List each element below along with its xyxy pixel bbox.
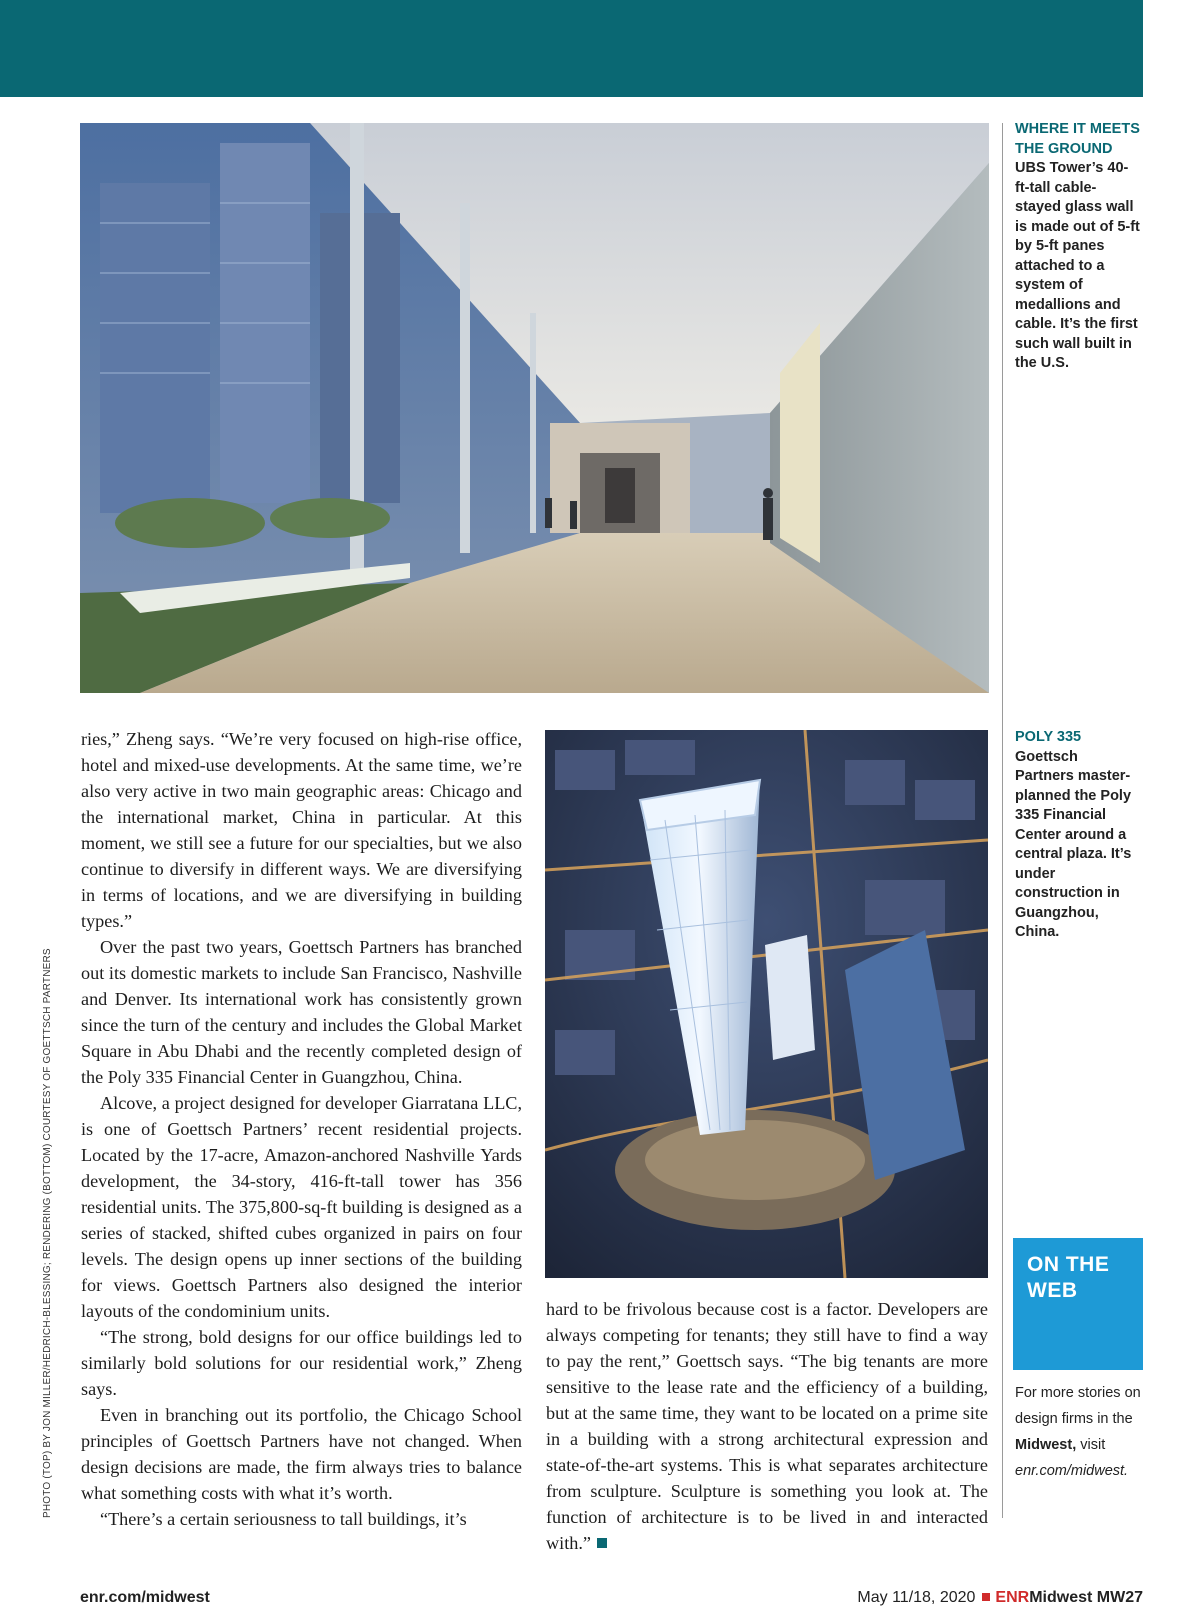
footer-publication-page: Midwest MW27: [1029, 1589, 1143, 1606]
photo-credit-text: PHOTO (TOP) BY JON MILLER/HEDRICH-BLESSING; RENDERING (BOTTOM) COURTESY OF GOETTSCH PARTNERS: [42, 948, 53, 1518]
footer-brand: ENR: [995, 1589, 1030, 1606]
on-the-web-text: [1015, 1380, 1143, 1484]
poly-335-illustration: [545, 730, 988, 1278]
on-the-web-box: [1013, 1238, 1143, 1370]
article-paragraph: “There’s a certain seriousness to tall buildings, it’s: [100, 1509, 467, 1529]
poly-caption-kicker: POLY 335: [1015, 729, 1082, 745]
ubs-tower-lobby-photo: [80, 123, 989, 693]
end-of-story-mark: [597, 1538, 607, 1548]
ubs-caption-text: UBS Tower’s 40-ft-tall cable-stayed glass wall is made out of 5-ft by 5-ft panes attached to a system of medallions and cable. It’s the first such wall built in the U.S.: [1015, 160, 1140, 371]
ubs-caption-kicker: WHERE IT MEETS THE GROUND: [1015, 121, 1140, 157]
footer-folio: [857, 1589, 1143, 1607]
ubs-lobby-illustration: [80, 123, 989, 693]
on-the-web-link[interactable]: enr.com/midwest.: [1015, 1463, 1129, 1479]
article-paragraph-text: hard to be frivolous because cost is a factor. Developers are always competing for tenants; they still have to find a way to pay the rent,” Goettsch says. “The big tenants are more sensitive to the lease rate and the efficiency of a building, but at the same time, they want to be located on a prime site in a building with a strong architectural expression and state-of-the-art systems. This is what separates architecture from sculpture. Sculpture is something you look at. The function of architecture is to be lived in and interacted with.”: [546, 1299, 988, 1553]
on-the-web-text-bold: Midwest,: [1015, 1437, 1077, 1453]
article-paragraph: “The strong, bold designs for our office buildings led to similarly bold solutions for our residential work,” Zheng says.: [81, 1327, 522, 1399]
article-paragraph: Even in branching out its portfolio, the Chicago School principles of Goettsch Partners have not changed. When design decisions are made, the firm always tries to balance what something costs with what it’s worth.: [81, 1405, 522, 1503]
article-paragraph: Alcove, a project designed for developer Giarratana LLC, is one of Goettsch Partners’ recent residential projects. Located by the 17-acre, Amazon-anchored Nashville Yards development, the 34-story, 416-ft-tall tower has 356 residential units. The 375,800-sq-ft building is designed as a series of stacked, shifted cubes organized in pairs on four levels. The design opens up inner sections of the building for views. Goettsch Partners also designed the interior layouts of the condominium units.: [81, 1093, 522, 1321]
footer-date: May 11/18, 2020: [857, 1589, 976, 1606]
article-paragraph: ries,” Zheng says. “We’re very focused on high-rise office, hotel and mixed-use developments. At the same time, we’re also very active in two main geographic areas: Chicago and the international market, China in particular. At this moment, we still see a future for our specialties, but we also continue to diversify in different ways. We are diversifying in terms of locations, and we are diversifying in building types.”: [81, 729, 522, 931]
sidebar-divider: [1002, 123, 1003, 1518]
article-paragraph-end: [546, 1296, 988, 1556]
article-column-1: [81, 726, 522, 1532]
on-the-web-text-mid: visit: [1076, 1437, 1106, 1453]
poly-caption-text: Goettsch Partners master-planned the Poly 335 Financial Center around a central plaza. It’s under construction in Guangzhou, China.: [1015, 748, 1132, 940]
on-the-web-title-line1: ON THE: [1027, 1253, 1110, 1276]
on-the-web-title-line2: WEB: [1027, 1279, 1078, 1302]
article-column-2: [546, 1296, 988, 1556]
ubs-photo-caption: [1015, 120, 1140, 374]
header-color-band: [0, 0, 1143, 97]
article-paragraph: Over the past two years, Goettsch Partners has branched out its domestic markets to include San Francisco, Nashville and Denver. Its international work has consistently grown since the turn of the century and includes the Global Market Square in Abu Dhabi and the recently completed design of the Poly 335 Financial Center in Guangzhou, China.: [81, 937, 522, 1087]
footer-website[interactable]: enr.com/midwest: [80, 1589, 210, 1606]
poly-335-rendering: [545, 730, 988, 1278]
poly-335-caption: [1015, 728, 1140, 943]
on-the-web-title: [1027, 1252, 1109, 1304]
on-the-web-text-lead: For more stories on design firms in the: [1015, 1385, 1141, 1427]
